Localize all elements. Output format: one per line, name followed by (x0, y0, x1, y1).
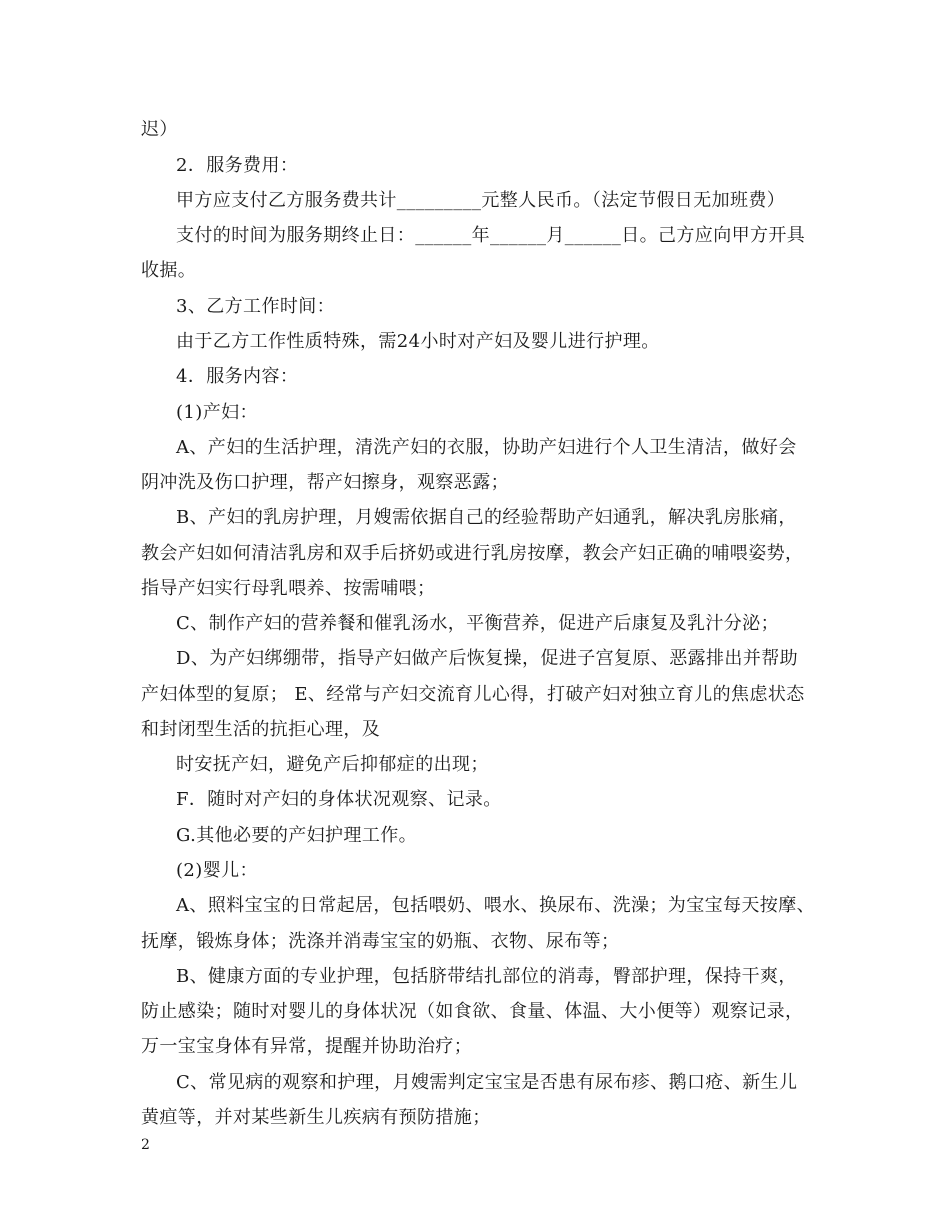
text-line: B、产妇的乳房护理，月嫂需依据自己的经验帮助产妇通乳，解决乳房胀痛， (176, 507, 797, 528)
text-line: 抚摩，锻炼身体；洗涤并消毒宝宝的奶瓶、衣物、尿布等； (141, 931, 620, 952)
text-line: 产妇体型的复原； E、经常与产妇交流育儿心得，打破产妇对独立育儿的焦虑状态 (141, 684, 805, 705)
section-heading-fee: 2．服务费用： (176, 155, 299, 176)
text-line: A、产妇的生活护理，清洗产妇的衣服，协助产妇进行个人卫生清洁，做好会 (176, 437, 797, 458)
text-line: 由于乙方工作性质特殊，需24小时对产妇及婴儿进行护理。 (176, 331, 660, 352)
section-heading-content: 4．服务内容： (176, 366, 299, 387)
subheading-baby: (2)婴儿： (176, 860, 258, 881)
page-number: 2 (141, 1137, 150, 1153)
text-line: 甲方应支付乙方服务费共计_________元整人民币。（法定节假日无加班费） (176, 190, 786, 211)
text-line: 教会产妇如何清洁乳房和双手后挤奶或进行乳房按摩，教会产妇正确的哺喂姿势， (141, 543, 804, 564)
text-line: 支付的时间为服务期终止日：______年______月______日。己方应向甲方开具 (176, 225, 806, 246)
text-line: 黄疸等，并对某些新生儿疾病有预防措施； (141, 1107, 491, 1128)
text-line: 时安抚产妇，避免产后抑郁症的出现； (176, 754, 489, 775)
text-line: F．随时对产妇的身体状况观察、记录。 (176, 789, 502, 810)
text-line: 防止感染；随时对婴儿的身体状况（如食欲、食量、体温、大小便等）观察记录， (141, 1001, 804, 1022)
text-line: B、健康方面的专业护理，包括脐带结扎部位的消毒，臀部护理，保持干爽， (176, 966, 797, 987)
text-line: C、常见病的观察和护理，月嫂需判定宝宝是否患有尿布疹、鹅口疮、新生儿 (176, 1072, 798, 1093)
subheading-mother: (1)产妇： (176, 402, 258, 423)
text-line: 指导产妇实行母乳喂养、按需哺喂； (141, 578, 436, 599)
text-line: G.其他必要的产妇护理工作。 (176, 825, 418, 846)
text-line: 和封闭型生活的抗拒心理，及 (141, 719, 381, 740)
text-line: 收据。 (141, 260, 197, 281)
text-line: C、制作产妇的营养餐和催乳汤水，平衡营养，促进产后康复及乳汁分泌； (176, 613, 779, 634)
text-line: D、为产妇绑绷带，指导产妇做产后恢复操，促进子宫复原、恶露排出并帮助 (176, 648, 799, 669)
text-line: A、照料宝宝的日常起居，包括喂奶、喂水、换尿布、洗澡；为宝宝每天按摩、 (176, 895, 815, 916)
text-line: 迟） (141, 119, 178, 140)
text-line: 万一宝宝身体有异常，提醒并协助治疗； (141, 1036, 473, 1057)
text-line: 阴冲洗及伤口护理，帮产妇擦身，观察恶露； (141, 472, 509, 493)
section-heading-hours: 3、乙方工作时间： (176, 296, 336, 317)
